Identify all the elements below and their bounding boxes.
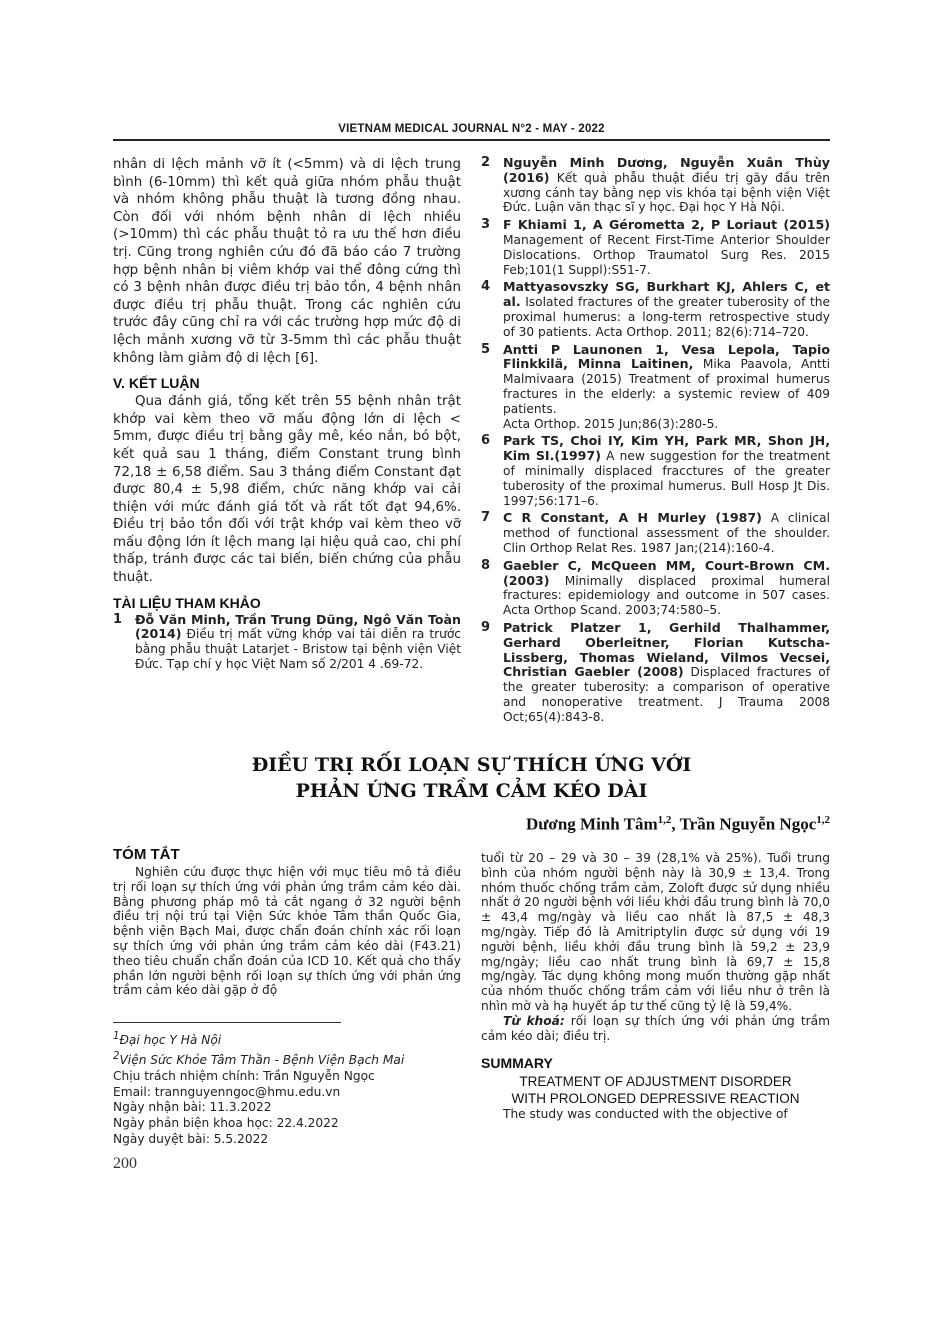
conclusion-paragraph: Qua đánh giá, tổng kết trên 55 bệnh nhân trật khớp vai kèm theo vỡ mấu động lớn di lệch < 5mm, được điều trị bằng gây mê, kéo nắn, bó bột, kết quả sau 1 tháng, điểm Constant trung bình 72,18 ± 6,58 điểm. Sau 3 tháng điểm Constant đạt được 80,4 ± 5,98 điểm, chức năng khớp vai cải thiện với mức đánh giá tốt và rất tốt đạt 94,6%. Điều trị bảo tồn đối với trật khớp vai kèm theo vỡ mấu động lớn ít lệch mang lại hiệu quả cao, chi phí thấp, tránh được các tai biến, biến chứng của phẫu thuật. [113,394,461,586]
reference-text: Isolated fractures of the greater tuberosity of the proximal humerus: a long-term retrospective study of 30 patients. Acta Orthop. 2011; 82(6):714–720. [503,295,830,339]
reference-text: Minimally displaced proximal humeral fractures: epidemiology and outcome in 507 cases. Acta Orthop Scand. 2003;74:580–5. [503,573,830,618]
reference-item [481,434,830,508]
keywords-text: rối loạn sự thích ứng với phản ứng trầm cảm kéo dài; điều trị. [481,1013,830,1043]
reference-authors: F Khiami 1, A Gérometta 2, P Loriaut (2015) [503,217,830,233]
reference-number: 2 [481,155,491,170]
reference-body [503,559,830,618]
article-title-line1: ĐIỀU TRỊ RỐI LOẠN SỰ THÍCH ỨNG VỚI [251,754,692,776]
reference-authors: Gaebler C, McQueen MM, Court-Brown CM.(2003) [503,557,830,588]
reference-body [503,156,830,215]
reference-authors: Đỗ Văn Minh, Trần Trung Dũng, Ngô Văn Toàn (2014) [135,611,461,642]
reference-item [481,511,830,555]
reference-text: Displaced fractures of the greater tuberosity: a comparison of operative and nonoperative treatment. J Trauma 2008 Oct;65(4):843-8. [503,665,830,724]
footnotes [113,1029,461,1148]
summary-title-line2: WITH PROLONGED DEPRESSIVE REACTION [511,1091,800,1107]
discussion-paragraph: nhân di lệch mảnh vỡ ít (<5mm) và di lệch trung bình (6-10mm) thì kết quả giữa nhóm phẫu thuật và nhóm không phẫu thuật là tương đồng nhau. Còn đối với nhóm bệnh nhân di lệch nhiều (>10mm) thì các phẫu thuật tỏ ra ưu thế hơn điều trị. Cũng trong nghiên cứu đó đã báo cáo 7 trường hợp bệnh nhân bị viêm khớp vai thể đông cứng thì có 3 bệnh nhân được điều trị bảo tồn, 4 bệnh nhân được điều trị phẫu thuật. Trong các nghiên cứu trước đây cũng chỉ ra với các trường hợp mức độ di lệch mảnh xương vỡ từ 3-5mm thì các phẫu thuật không làm giảm độ di lệch [6]. [113,157,461,366]
reference-item [481,621,830,725]
affiliation-number: 1 [113,1031,120,1042]
reference-item [481,280,830,339]
reference-authors: Mattyasovszky SG, Burkhart KJ, Ahlers C, et al. [503,279,830,310]
author-separator: , [671,814,680,834]
author-name: Trần Nguyễn Ngọc [679,814,817,834]
summary-title-line1: TREATMENT OF ADJUSTMENT DISORDER [519,1074,792,1090]
reference-authors: Patrick Platzer 1, Gerhild Thalhammer, Gerhard Oberleitner, Florian Kutscha-Lissberg, Thomas Wieland, Vilmos Vecsei, Christian Gaebler (2008) [503,619,830,680]
header-rule [113,139,830,141]
reference-list-right [481,156,830,724]
reference-authors: C R Constant, A H Murley (1987) [503,510,762,526]
abstract-right [481,851,830,1122]
reference-body [135,613,461,672]
reference-body [503,434,830,508]
author-name: Dương Minh Tâm [525,814,658,834]
reference-item [481,156,830,215]
received-date: Ngày nhận bài: 11.3.2022 [113,1100,272,1115]
reference-item [113,613,461,672]
reference-number: 5 [481,341,491,357]
reference-number: 1 [113,611,123,627]
references-heading: TÀI LIỆU THAM KHẢO [113,594,261,611]
reference-extra: Acta Orthop. 2015 Jun;86(3):280-5. [503,416,719,431]
reference-text: A new suggestion for the treatment of minimally displaced fracctures of the greater tuberosity of the proximal humerus. Bull Hosp Jt Dis. 1997;56:171–6. [503,449,830,508]
journal-header: VIETNAM MEDICAL JOURNAL N°2 - MAY - 2022 [338,123,605,135]
left-column [113,156,461,675]
footnote-rule [113,1022,341,1023]
reference-body [503,511,830,555]
reference-body [503,621,830,725]
author-affiliation: 1,2 [657,814,672,826]
reference-text: Kết quả phẫu thuật điều trị gãy đầu trên xương cánh tay bằng nẹp vis khóa tại bệnh viện Việt Đức. Luận văn thạc sĩ y học. Đại học Y Hà Nội. [503,170,830,215]
affiliation-text: Đại học Y Hà Nội [119,1033,222,1048]
affiliation-text: Viện Sức Khỏe Tâm Thần - Bệnh Viện Bạch Mai [119,1052,405,1067]
summary-text: The study was conducted with the objective of [503,1107,788,1122]
reference-text: A clinical method of functional assessment of the shoulder. Clin Orthop Relat Res. 1987 Jan;(214):160-4. [503,511,830,555]
reference-number: 7 [481,510,491,526]
reference-number: 6 [481,433,491,449]
author-affiliation: 1,2 [816,814,830,826]
reference-number: 4 [481,279,491,295]
summary-heading: SUMMARY [481,1055,553,1072]
article-authors [113,814,830,835]
abstract-left [113,846,461,998]
page-number: 200 [113,1155,137,1172]
abstract-heading: TÓM TẮT [113,846,180,863]
reference-number: 8 [481,557,491,573]
reference-body [503,280,830,339]
reference-item [481,218,830,277]
reference-authors: Nguyễn Minh Dương, Nguyễn Xuân Thùy (2016) [503,155,830,185]
reference-number: 9 [481,619,491,635]
keywords-label: Từ khoá: [503,1013,565,1028]
reference-number: 3 [481,217,491,233]
affiliation-1 [113,1029,461,1049]
reference-body [503,218,830,277]
reference-text: Mika Paavola, Antti Malmivaara (2015) Treatment of proximal humerus fractures in the elderly: a systemic review of 409 patients. [503,357,830,416]
abstract-text-left: Nghiên cứu được thực hiện với mục tiêu mô tả điều trị rối loạn sự thích ứng với phản ứng trầm cảm kéo dài. Bằng phương pháp mô tả cắt ngang ở 32 người bệnh điều trị nội trú tại Viện Sức khỏe Tâm thần Quốc Gia, bệnh viện Bạch Mai, được chẩn đoán chính xác rối loạn sự thích ứng với phản ứng trầm cảm kéo dài (F43.21) theo tiêu chuẩn chẩn đoán của ICD 10. Kết quả cho thấy phần lớn người bệnh rối loạn sự thích ứng với phản ứng trầm cảm kéo dài gặp ở độ [113,865,461,998]
accepted-date: Ngày duyệt bài: 5.5.2022 [113,1131,269,1146]
article-title [113,752,830,804]
reference-authors: Antti P Launonen 1, Vesa Lepola, Tapio Flinkkilä, Minna Laitinen, [503,341,830,372]
abstract-text-right: tuổi từ 20 – 29 và 30 – 39 (28,1% và 25%). Tuổi trung bình của nhóm người bệnh này là 30,9 ± 13,4. Trong nhóm thuốc chống trầm cảm, Zoloft được sử dụng nhiều nhất ở 20 người bệnh với liều khởi đầu trung bình là 70,0 ± 43,4 mg/ngày và liều cao nhất là 87,5 ± 48,3 mg/ngày. Tiếp đó là Amitriptylin được sử dụng với 19 người bệnh, liều khởi đầu trung bình là 59,2 ± 23,9 mg/ngày; liều cao nhất trung bình là 69,7 ± 15,8 mg/ngày. Tác dụng không mong muốn thường gặp nhất của nhóm thuốc chống trầm cảm với liều như ở trên là nhìn mờ và hạ huyết áp tư thế cũng tỷ lệ là 59,4%. [481,851,830,1013]
reference-item [481,343,830,432]
corresponding-author: Chịu trách nhiệm chính: Trần Nguyễn Ngọc [113,1068,375,1083]
conclusion-heading: V. KẾT LUẬN [113,375,200,392]
reference-text: Điều trị mất vững khớp vai tái diễn ra trước bằng phẫu thuật Latarjet - Bristow tại bệnh viện Việt Đức. Tạp chí y học Việt Nam số 2/201 4 .69-72. [135,627,461,672]
reference-body [503,343,830,432]
article-title-line2: PHẢN ỨNG TRẦM CẢM KÉO DÀI [295,780,648,802]
affiliation-number: 2 [113,1050,120,1062]
reference-list-left [113,613,461,672]
review-date: Ngày phản biện khoa học: 22.4.2022 [113,1116,339,1131]
reference-item [481,559,830,618]
reference-text: Management of Recent First-Time Anterior Shoulder Dislocations. Orthop Traumatol Surg Res. 2015 Feb;101(1 Suppl):S51-7. [503,232,830,277]
email: Email: trannguyenngoc@hmu.edu.vn [113,1084,341,1099]
reference-authors: Park TS, Choi IY, Kim YH, Park MR, Shon JH, Kim SI.(1997) [503,433,830,464]
keywords [481,1014,830,1044]
right-column [481,156,830,727]
affiliation-2 [113,1049,461,1069]
